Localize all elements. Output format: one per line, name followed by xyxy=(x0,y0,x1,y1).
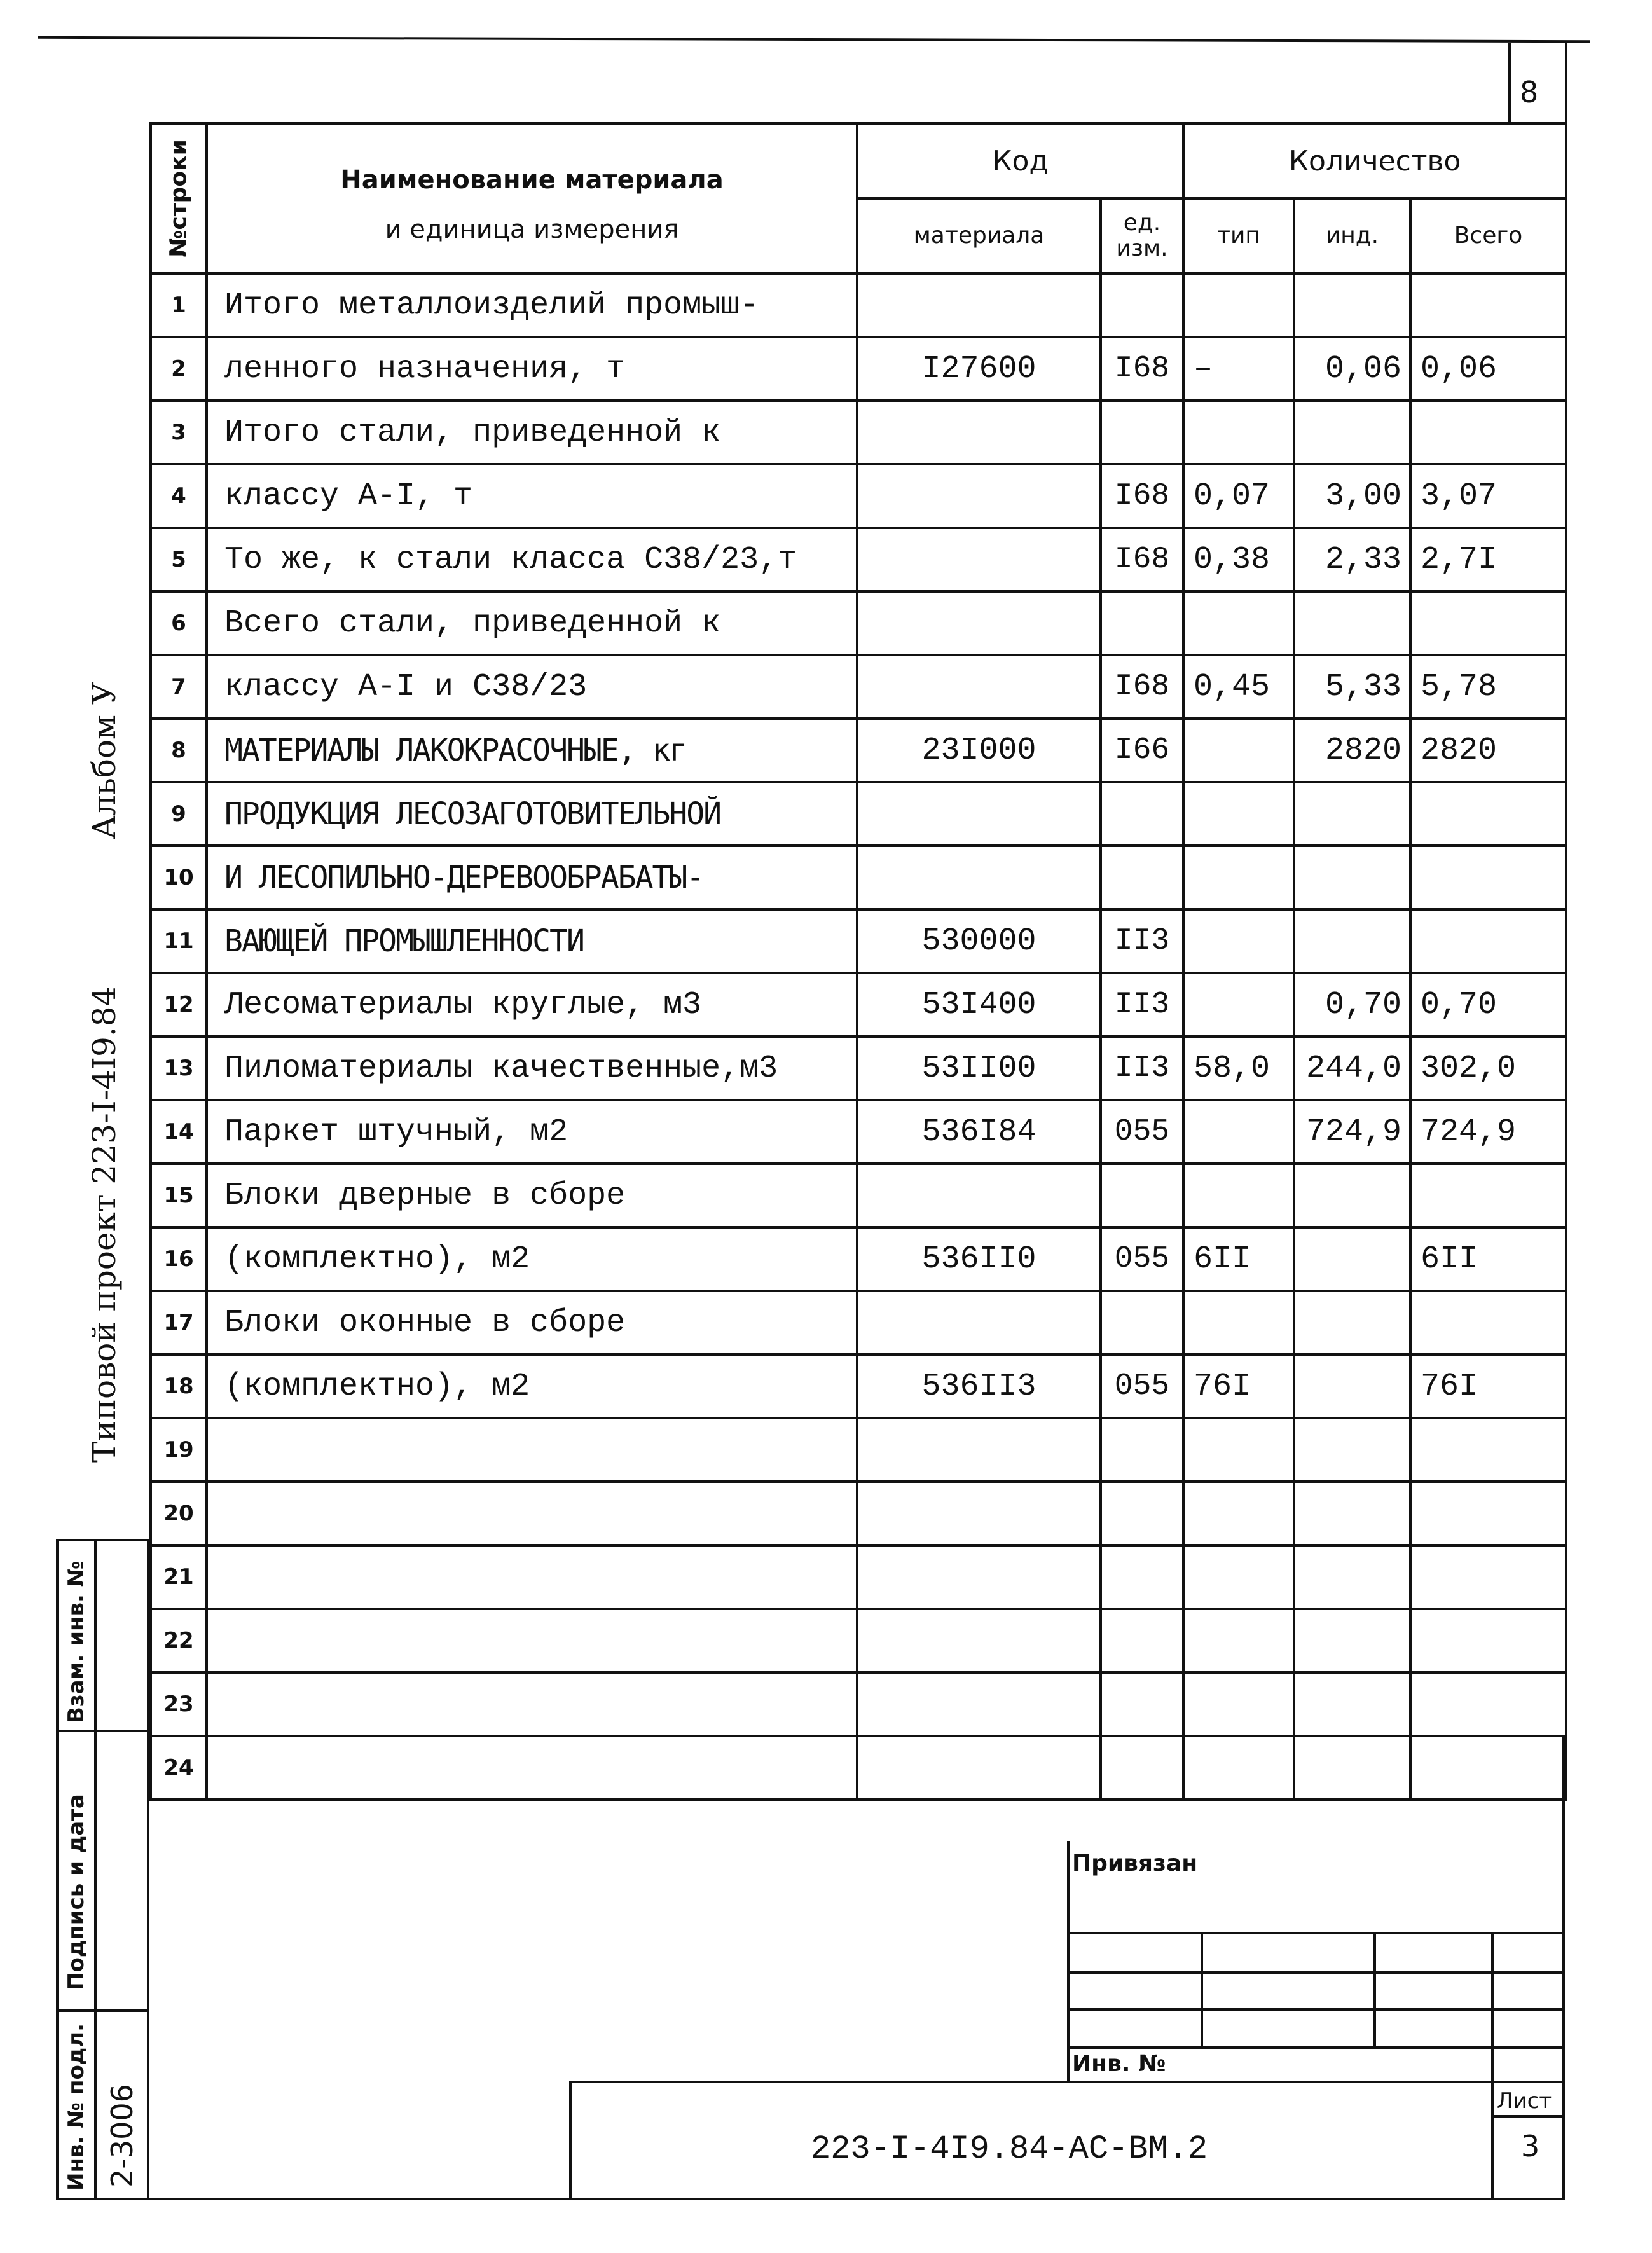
row-number-cell: 23 xyxy=(151,1672,207,1736)
unit-code-cell: II3 xyxy=(1101,973,1183,1037)
row-number-cell: 14 xyxy=(151,1100,207,1164)
table-row xyxy=(151,464,1566,528)
table-row xyxy=(151,1354,1566,1418)
qty-typ-cell xyxy=(1183,401,1294,464)
qty-ind-cell xyxy=(1294,846,1410,909)
unit-code-cell: 055 xyxy=(1101,1227,1183,1291)
material-code-cell: I27600 xyxy=(857,337,1101,401)
qty-typ-cell: 0,38 xyxy=(1183,528,1294,591)
qty-ind-cell xyxy=(1294,1291,1410,1354)
qty-total-cell xyxy=(1410,401,1566,464)
row-number-cell: 12 xyxy=(151,973,207,1037)
privyazan-row4 xyxy=(1067,2046,1565,2049)
row-number-cell: 3 xyxy=(151,401,207,464)
row-number-cell: 10 xyxy=(151,846,207,909)
sheet-number: 3 xyxy=(1521,2129,1540,2163)
material-name-cell: (комплектно), м2 xyxy=(207,1354,857,1418)
material-name-cell: ленного назначения, т xyxy=(207,337,857,401)
qty-total-cell xyxy=(1410,1164,1566,1227)
qty-typ-cell: 0,07 xyxy=(1183,464,1294,528)
unit-code-cell xyxy=(1101,846,1183,909)
material-name-cell: Паркет штучный, м2 xyxy=(207,1100,857,1164)
row-number-cell: 16 xyxy=(151,1227,207,1291)
unit-code-cell: I68 xyxy=(1101,337,1183,401)
table-row xyxy=(151,655,1566,719)
qty-ind-cell: 3,00 xyxy=(1294,464,1410,528)
material-name-cell: (комплектно), м2 xyxy=(207,1227,857,1291)
qty-ind-cell xyxy=(1294,1672,1410,1736)
unit-code-cell: 055 xyxy=(1101,1354,1183,1418)
qty-total-cell: 5,78 xyxy=(1410,655,1566,719)
qty-total-cell xyxy=(1410,909,1566,973)
qty-total-cell xyxy=(1410,273,1566,337)
privyazan-label: Привязан xyxy=(1072,1850,1198,1877)
privyazan-col1 xyxy=(1201,1932,1203,2046)
qty-total-cell: 6II xyxy=(1410,1227,1566,1291)
side-stamp-inner xyxy=(94,1539,97,2200)
qty-typ-cell xyxy=(1183,973,1294,1037)
material-code-cell xyxy=(857,782,1101,846)
material-code-cell xyxy=(857,1482,1101,1545)
material-name-cell: То же, к стали класса С38/23,т xyxy=(207,528,857,591)
row-number-cell: 22 xyxy=(151,1609,207,1672)
qty-typ-cell xyxy=(1183,1482,1294,1545)
material-name-cell: ВАЮЩЕЙ ПРОМЫШЛЕННОСТИ xyxy=(207,909,857,973)
unit-code-cell: I68 xyxy=(1101,655,1183,719)
doc-block-left xyxy=(569,2081,572,2200)
material-name-cell: Итого металлоизделий промыш- xyxy=(207,273,857,337)
material-code-cell: 536II0 xyxy=(857,1227,1101,1291)
material-code-cell: 536II3 xyxy=(857,1354,1101,1418)
material-name-cell: И ЛЕСОПИЛЬНО-ДЕРЕВООБРАБАТЫ- xyxy=(207,846,857,909)
qty-total-cell: 3,07 xyxy=(1410,464,1566,528)
qty-ind-cell xyxy=(1294,1736,1410,1800)
qty-ind-cell xyxy=(1294,1418,1410,1482)
qty-typ-cell xyxy=(1183,1418,1294,1482)
qty-ind-cell xyxy=(1294,1609,1410,1672)
qty-ind-cell xyxy=(1294,1227,1410,1291)
table-row xyxy=(151,1482,1566,1545)
qty-typ-cell xyxy=(1183,1736,1294,1800)
page-number: 8 xyxy=(1520,75,1539,109)
side-stamp-top xyxy=(56,1539,149,1541)
qty-total-cell xyxy=(1410,1609,1566,1672)
sheet-label: Лист xyxy=(1497,2088,1552,2114)
material-name-cell xyxy=(207,1672,857,1736)
qty-typ-cell xyxy=(1183,1545,1294,1609)
row-number-cell: 6 xyxy=(151,591,207,655)
material-code-cell xyxy=(857,464,1101,528)
row-number-cell: 2 xyxy=(151,337,207,401)
privyazan-col2 xyxy=(1373,1932,1376,2046)
vzam-inv-label: Взам. инв. № xyxy=(64,1561,89,1723)
material-code-cell xyxy=(857,401,1101,464)
qty-ind-cell: 0,06 xyxy=(1294,337,1410,401)
row-number-cell: 13 xyxy=(151,1037,207,1100)
qty-total-cell xyxy=(1410,1545,1566,1609)
material-code-cell xyxy=(857,1672,1101,1736)
material-code-cell xyxy=(857,1164,1101,1227)
table-row xyxy=(151,1164,1566,1227)
table-row xyxy=(151,1672,1566,1736)
page-number-box-right xyxy=(1565,43,1567,122)
material-code-cell: 53I400 xyxy=(857,973,1101,1037)
qty-ind-cell: 0,70 xyxy=(1294,973,1410,1037)
material-code-cell: 23I000 xyxy=(857,719,1101,782)
qty-typ-cell xyxy=(1183,719,1294,782)
qty-ind-cell: 2,33 xyxy=(1294,528,1410,591)
unit-code-cell xyxy=(1101,1164,1183,1227)
material-code-cell xyxy=(857,1418,1101,1482)
unit-code-cell xyxy=(1101,591,1183,655)
qty-ind-cell xyxy=(1294,401,1410,464)
material-name-cell: Блоки дверные в сборе xyxy=(207,1164,857,1227)
qty-ind-cell: 724,9 xyxy=(1294,1100,1410,1164)
table-row xyxy=(151,591,1566,655)
header-code-unit: ед. изм. xyxy=(1101,198,1183,273)
qty-total-cell xyxy=(1410,1482,1566,1545)
qty-typ-cell xyxy=(1183,1164,1294,1227)
table-row xyxy=(151,401,1566,464)
material-code-cell xyxy=(857,655,1101,719)
table-row xyxy=(151,1291,1566,1354)
material-name-cell: классу А-I, т xyxy=(207,464,857,528)
inv-podl-label: Инв. № подл. xyxy=(64,2023,89,2191)
table-row xyxy=(151,973,1566,1037)
unit-code-cell xyxy=(1101,273,1183,337)
unit-code-cell xyxy=(1101,782,1183,846)
row-number-cell: 1 xyxy=(151,273,207,337)
table-row xyxy=(151,782,1566,846)
header-code-material: материала xyxy=(857,198,1101,273)
material-code-cell xyxy=(857,591,1101,655)
qty-total-cell: 724,9 xyxy=(1410,1100,1566,1164)
row-number-cell: 19 xyxy=(151,1418,207,1482)
qty-typ-cell xyxy=(1183,273,1294,337)
material-code-cell: 530000 xyxy=(857,909,1101,973)
unit-code-cell xyxy=(1101,1609,1183,1672)
material-name-cell: Пиломатериалы качественные,м3 xyxy=(207,1037,857,1100)
qty-ind-cell: 2820 xyxy=(1294,719,1410,782)
qty-typ-cell: 76I xyxy=(1183,1354,1294,1418)
material-code-cell xyxy=(857,1291,1101,1354)
row-number-cell: 11 xyxy=(151,909,207,973)
material-name-cell xyxy=(207,1545,857,1609)
unit-code-cell xyxy=(1101,1672,1183,1736)
qty-ind-cell xyxy=(1294,1354,1410,1418)
material-name-cell: классу А-I и С38/23 xyxy=(207,655,857,719)
row-number-cell: 7 xyxy=(151,655,207,719)
qty-ind-cell xyxy=(1294,1482,1410,1545)
material-code-cell xyxy=(857,1609,1101,1672)
row-number-cell: 24 xyxy=(151,1736,207,1800)
row-number-cell: 5 xyxy=(151,528,207,591)
qty-total-cell: 76I xyxy=(1410,1354,1566,1418)
inv-no-label: Инв. № xyxy=(1072,2051,1166,2077)
material-code-cell xyxy=(857,528,1101,591)
qty-typ-cell xyxy=(1183,1291,1294,1354)
unit-code-cell xyxy=(1101,1291,1183,1354)
unit-code-cell xyxy=(1101,1418,1183,1482)
privyazan-row1 xyxy=(1067,1932,1565,1934)
sheet-label-sep xyxy=(1491,2115,1565,2118)
qty-typ-cell xyxy=(1183,846,1294,909)
qty-total-cell: 0,06 xyxy=(1410,337,1566,401)
unit-code-cell xyxy=(1101,1545,1183,1609)
row-number-cell: 8 xyxy=(151,719,207,782)
table-row xyxy=(151,1418,1566,1482)
material-name-cell: Лесоматериалы круглые, м3 xyxy=(207,973,857,1037)
material-code-cell: 53II00 xyxy=(857,1037,1101,1100)
table-row xyxy=(151,1227,1566,1291)
row-number-cell: 20 xyxy=(151,1482,207,1545)
table-row xyxy=(151,1736,1566,1800)
qty-typ-cell: – xyxy=(1183,337,1294,401)
privyazan-row3 xyxy=(1067,2008,1565,2011)
material-code-cell: 536I84 xyxy=(857,1100,1101,1164)
unit-code-cell: II3 xyxy=(1101,909,1183,973)
qty-ind-cell xyxy=(1294,782,1410,846)
table-row xyxy=(151,1037,1566,1100)
row-number-cell: 4 xyxy=(151,464,207,528)
side-stamp-right xyxy=(147,1539,149,2200)
document-code: 223-I-4I9.84-АС-ВМ.2 xyxy=(811,2130,1208,2168)
inv-podl-value: 2-3006 xyxy=(105,2084,139,2188)
header-qty-total: Всего xyxy=(1410,198,1566,273)
qty-total-cell xyxy=(1410,1291,1566,1354)
side-stamp-sep2 xyxy=(56,2009,149,2012)
material-name-cell xyxy=(207,1736,857,1800)
bottom-border-line xyxy=(56,2198,1565,2200)
qty-total-cell xyxy=(1410,1418,1566,1482)
material-name-cell xyxy=(207,1609,857,1672)
header-quantity: Количество xyxy=(1183,123,1566,198)
header-code: Код xyxy=(857,123,1183,198)
qty-typ-cell xyxy=(1183,782,1294,846)
side-stamp-sep1 xyxy=(56,1730,149,1732)
qty-total-cell xyxy=(1410,846,1566,909)
row-number-cell: 18 xyxy=(151,1354,207,1418)
top-border-line xyxy=(38,36,1590,43)
header-material-name: Наименование материала и единица измерения xyxy=(207,123,857,273)
row-number-cell: 9 xyxy=(151,782,207,846)
frame-right-lower xyxy=(1562,1737,1565,2200)
header-qty-typ: тип xyxy=(1183,198,1294,273)
unit-code-cell xyxy=(1101,1482,1183,1545)
qty-total-cell: 302,0 xyxy=(1410,1037,1566,1100)
unit-code-cell: I68 xyxy=(1101,528,1183,591)
unit-code-cell: I68 xyxy=(1101,464,1183,528)
qty-typ-cell: 58,0 xyxy=(1183,1037,1294,1100)
row-number-cell: 21 xyxy=(151,1545,207,1609)
doc-block-top xyxy=(569,2081,1565,2083)
qty-typ-cell: 0,45 xyxy=(1183,655,1294,719)
qty-ind-cell xyxy=(1294,909,1410,973)
qty-ind-cell: 244,0 xyxy=(1294,1037,1410,1100)
material-code-cell xyxy=(857,1545,1101,1609)
qty-typ-cell: 6II xyxy=(1183,1227,1294,1291)
header-qty-ind: инд. xyxy=(1294,198,1410,273)
qty-total-cell xyxy=(1410,1736,1566,1800)
material-name-cell: ПРОДУКЦИЯ ЛЕСОЗАГОТОВИТЕЛЬНОЙ xyxy=(207,782,857,846)
material-name-cell: Всего стали, приведенной к xyxy=(207,591,857,655)
materials-table xyxy=(149,122,1567,1801)
header-row-number: №строки xyxy=(151,123,207,273)
material-name-cell xyxy=(207,1418,857,1482)
qty-ind-cell xyxy=(1294,1164,1410,1227)
qty-ind-cell xyxy=(1294,591,1410,655)
podpis-data-label: Подпись и дата xyxy=(64,1794,89,1990)
table-row xyxy=(151,719,1566,782)
unit-code-cell: 055 xyxy=(1101,1100,1183,1164)
qty-ind-cell xyxy=(1294,273,1410,337)
material-code-cell xyxy=(857,1736,1101,1800)
row-number-cell: 17 xyxy=(151,1291,207,1354)
album-label: Альбом У xyxy=(86,682,123,839)
material-code-cell xyxy=(857,846,1101,909)
table-row xyxy=(151,909,1566,973)
page-number-box-left xyxy=(1508,43,1511,122)
qty-total-cell xyxy=(1410,1672,1566,1736)
material-name-cell: МАТЕРИАЛЫ ЛАКОКРАСОЧНЫЕ, кг xyxy=(207,719,857,782)
privyazan-row2 xyxy=(1067,1971,1565,1974)
qty-total-cell: 2820 xyxy=(1410,719,1566,782)
side-stamp-outer-left xyxy=(56,1539,59,2200)
material-code-cell xyxy=(857,273,1101,337)
qty-ind-cell: 5,33 xyxy=(1294,655,1410,719)
table-row xyxy=(151,528,1566,591)
unit-code-cell: I66 xyxy=(1101,719,1183,782)
project-label: Типовой проект 223-I-4I9.84 xyxy=(86,986,123,1463)
privyazan-col3 xyxy=(1491,1932,1494,2199)
unit-code-cell: II3 xyxy=(1101,1037,1183,1100)
qty-total-cell xyxy=(1410,782,1566,846)
qty-typ-cell xyxy=(1183,591,1294,655)
qty-typ-cell xyxy=(1183,1672,1294,1736)
qty-total-cell: 2,7I xyxy=(1410,528,1566,591)
table-row xyxy=(151,846,1566,909)
qty-total-cell: 0,70 xyxy=(1410,973,1566,1037)
table-row xyxy=(151,1609,1566,1672)
qty-ind-cell xyxy=(1294,1545,1410,1609)
qty-total-cell xyxy=(1410,591,1566,655)
unit-code-cell xyxy=(1101,401,1183,464)
material-name-cell: Итого стали, приведенной к xyxy=(207,401,857,464)
table-row xyxy=(151,1545,1566,1609)
unit-code-cell xyxy=(1101,1736,1183,1800)
material-name-cell xyxy=(207,1482,857,1545)
qty-typ-cell xyxy=(1183,1100,1294,1164)
qty-typ-cell xyxy=(1183,1609,1294,1672)
table-row xyxy=(151,273,1566,337)
row-number-cell: 15 xyxy=(151,1164,207,1227)
material-name-cell: Блоки оконные в сборе xyxy=(207,1291,857,1354)
qty-typ-cell xyxy=(1183,909,1294,973)
table-row xyxy=(151,337,1566,401)
table-row xyxy=(151,1100,1566,1164)
